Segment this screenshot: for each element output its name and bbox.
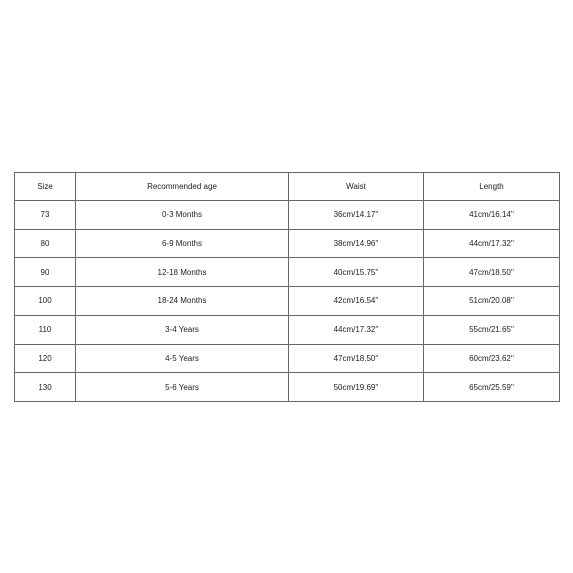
header-length: Length [424,173,560,201]
table-row [15,315,560,344]
cell-size: 120 [15,344,76,373]
header-recommended-age: Recommended age [76,173,289,201]
cell-age: 5-6 Years [76,373,289,402]
cell-size: 100 [15,287,76,316]
cell-size: 110 [15,315,76,344]
table-row [15,258,560,287]
header-waist: Waist [289,173,424,201]
cell-size: 80 [15,229,76,258]
size-chart-table [14,172,560,402]
cell-age: 4-5 Years [76,344,289,373]
table-header-row [15,173,560,201]
header-size: Size [15,173,76,201]
cell-age: 0-3 Months [76,201,289,230]
cell-size: 73 [15,201,76,230]
cell-waist: 36cm/14.17'' [289,201,424,230]
cell-waist: 38cm/14.96'' [289,229,424,258]
cell-length: 60cm/23.62'' [424,344,560,373]
cell-waist: 42cm/16.54'' [289,287,424,316]
cell-age: 18-24 Months [76,287,289,316]
cell-age: 6-9 Months [76,229,289,258]
cell-size: 90 [15,258,76,287]
cell-waist: 47cm/18.50'' [289,344,424,373]
table-row [15,373,560,402]
table-row [15,287,560,316]
table-row [15,201,560,230]
cell-waist: 44cm/17.32'' [289,315,424,344]
cell-length: 41cm/16.14'' [424,201,560,230]
cell-length: 44cm/17.32'' [424,229,560,258]
table-row [15,229,560,258]
cell-length: 51cm/20.08'' [424,287,560,316]
cell-length: 55cm/21.65'' [424,315,560,344]
cell-length: 47cm/18.50'' [424,258,560,287]
cell-waist: 50cm/19.69'' [289,373,424,402]
table-row [15,344,560,373]
cell-waist: 40cm/15.75'' [289,258,424,287]
cell-size: 130 [15,373,76,402]
cell-age: 3-4 Years [76,315,289,344]
cell-age: 12-18 Months [76,258,289,287]
cell-length: 65cm/25.59'' [424,373,560,402]
